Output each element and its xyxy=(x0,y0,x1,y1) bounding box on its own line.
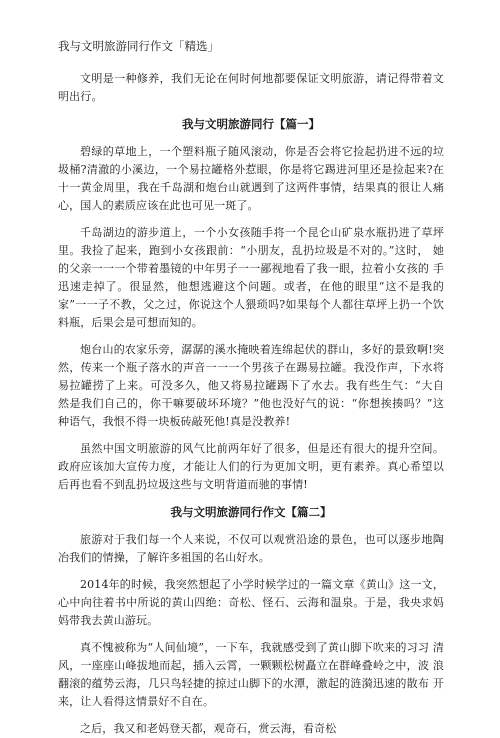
section-1-paragraph-1: 碧绿的草地上，一个塑料瓶子随风滚动，你是否会将它捡起扔进不远的垃 圾桶?清澈的小溪边，一个易拉罐格外惹眼，你是将它踢进河里还是捡起来?在 十一黄金周里，我在千岛湖和炮台山就遇到了这两件事情，结果真的很让人痛 心，国人的素质应该在此也可见一斑了。 xyxy=(58,145,444,212)
section-2-heading: 我与文明旅游同行作文【篇二】 xyxy=(170,505,332,519)
intro-paragraph: 文明是一种修养，我们无论在何时何地都要保证文明旅游，请记得带着文 明出行。 xyxy=(58,72,444,103)
section-2-paragraph-4: 之后，我又和老妈登天都，观奇石，赏云海，看奇松 xyxy=(80,722,337,735)
section-2-paragraph-3: 真不愧被称为“人间仙境”，一下车，我就感受到了黄山脚下吹来的习习 清风，一座座山峰拔地而起，插入云霄，一颗颗松树矗立在群峰叠岭之中，波 浪翻滚的蕴势云海，几只鸟轻捷的掠过山脚下的水潭，激起的涟漪迅速的散布 开来，让人看得这情景好不自在。 xyxy=(58,641,444,708)
section-1-paragraph-4: 虽然中国文明旅游的风气比前两年好了很多，但是还有很大的提升空间。 政府应该加大宣传力度，才能让人们的行为更加文明，更有素养。真心希望以 后再也看不到乱扔垃圾这些与文明背道而驰的事情! xyxy=(58,442,444,491)
section-1-paragraph-2: 千岛湖边的游步道上，一个小女孩随手将一个昆仑山矿泉水瓶扔进了草坪 里。我捡了起来，跑到小女孩跟前：“小朋友，乱扔垃圾是不对的。”这时， 她的父亲一一一个带着墨镜的中年男子一一鄙视地看了我一眼，拉着小女孩的 手迅速走掉了。很显然，他想逃避这个问题。或者，在他的眼里“这不是我的 家”一一子不教，父之过，你说这个人猥琐吗?如果每个人都往草坪上扔一个饮 料瓶，后果会是可想而知的。 xyxy=(58,226,444,329)
section-2-paragraph-2: 2014年的时候，我突然想起了小学时候学过的一篇文章《黄山》这一文， 心中向往着书中所说的黄山四绝：奇松、怪石、云海和温泉。于是，我央求妈 妈带我去黄山游玩。 xyxy=(58,578,444,627)
section-2-paragraph-1: 旅游对于我们每一个人来说，不仅可以观赏沿途的景色，也可以逐步地陶 冶我们的情操，了解许多祖国的名山好水。 xyxy=(58,533,444,564)
section-1-heading: 我与文明旅游同行【篇一】 xyxy=(182,117,320,131)
section-1-paragraph-3: 炮台山的农家乐旁，潺潺的溪水掩映着连绵起伏的群山，多好的景致啊!突 然，传来一个瓶子落水的声音一一一个男孩子在踢易拉罐。我没作声，下水将 易拉罐捞了上来。可没多久，他又将易拉罐踢下了水去。我有些生气：“大自 然是我们自己的，你干嘛要破坏环境？”他也没好气的说：“你想挨揍吗？”这 种语气，我恨不得一块板砖敲死他!真是没教养! xyxy=(58,343,444,428)
document-title: 我与文明旅游同行作文「精选」 xyxy=(58,39,219,53)
